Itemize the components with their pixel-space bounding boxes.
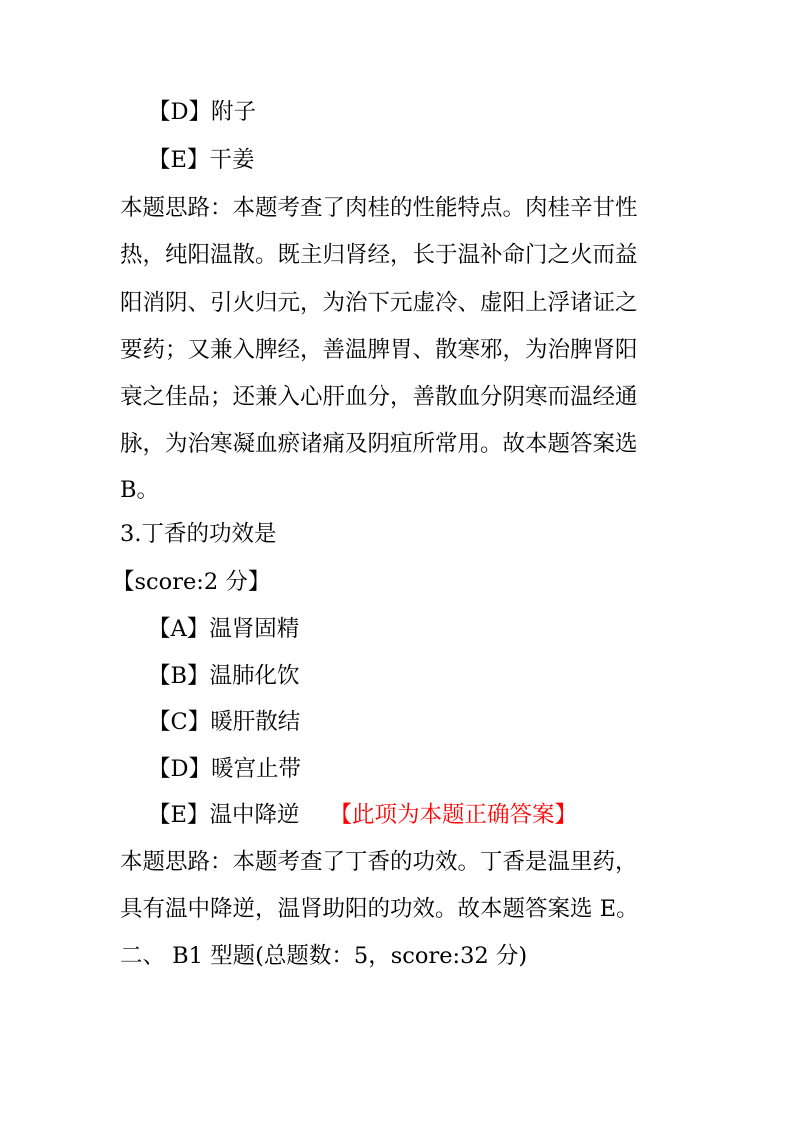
question-title: 3.丁香的功效是 bbox=[120, 521, 277, 547]
option-text: 温肺化饮 bbox=[209, 663, 300, 689]
option-d-prev bbox=[148, 97, 708, 127]
option-label: 【E】 bbox=[148, 147, 210, 173]
option-e bbox=[148, 800, 708, 830]
option-text: 干姜 bbox=[209, 147, 255, 173]
option-label: 【D】 bbox=[148, 756, 212, 782]
section-heading: 二、 B1 型题(总题数：5，score:32 分) bbox=[120, 943, 528, 969]
option-a bbox=[148, 614, 708, 644]
explanation-line: 衰之佳品；还兼入心肝血分，善散血分阴寒而温经通 bbox=[120, 384, 638, 410]
option-text: 附子 bbox=[211, 99, 257, 125]
option-d bbox=[148, 754, 708, 784]
correct-answer-mark: 【此项为本题正确答案】 bbox=[329, 802, 577, 828]
option-c bbox=[148, 707, 708, 737]
explanation-line: 阳消阴、引火归元，为治下元虚冷、虚阳上浮诸证之 bbox=[120, 290, 638, 316]
explanation-line: 脉，为治寒凝血瘀诸痛及阴疽所常用。故本题答案选 bbox=[120, 431, 638, 457]
option-label: 【A】 bbox=[148, 616, 210, 642]
explanation-line: 具有温中降逆，温肾助阳的功效。故本题答案选 E。 bbox=[120, 896, 639, 922]
explanation-line: 热，纯阳温散。既主归肾经，长于温补命门之火而益 bbox=[120, 242, 638, 268]
option-label: 【D】 bbox=[148, 99, 212, 125]
option-label: 【E】 bbox=[148, 802, 210, 828]
option-e-prev bbox=[148, 145, 708, 175]
option-text: 暖宫止带 bbox=[211, 756, 302, 782]
option-label: 【B】 bbox=[148, 663, 210, 689]
explanation-line: 本题思路：本题考查了肉桂的性能特点。肉桂辛甘性 bbox=[120, 195, 638, 221]
option-label: 【C】 bbox=[148, 709, 211, 735]
option-text: 暖肝散结 bbox=[210, 709, 301, 735]
option-text: 温肾固精 bbox=[209, 616, 300, 642]
option-b bbox=[148, 661, 708, 691]
explanation-line: B。 bbox=[120, 477, 160, 503]
question-score: 【score:2 分】 bbox=[112, 569, 271, 595]
option-text: 温中降逆 bbox=[209, 802, 300, 828]
explanation-line: 要药；又兼入脾经，善温脾胃、散寒邪，为治脾肾阳 bbox=[120, 337, 638, 363]
explanation-line: 本题思路：本题考查了丁香的功效。丁香是温里药， bbox=[120, 849, 638, 875]
